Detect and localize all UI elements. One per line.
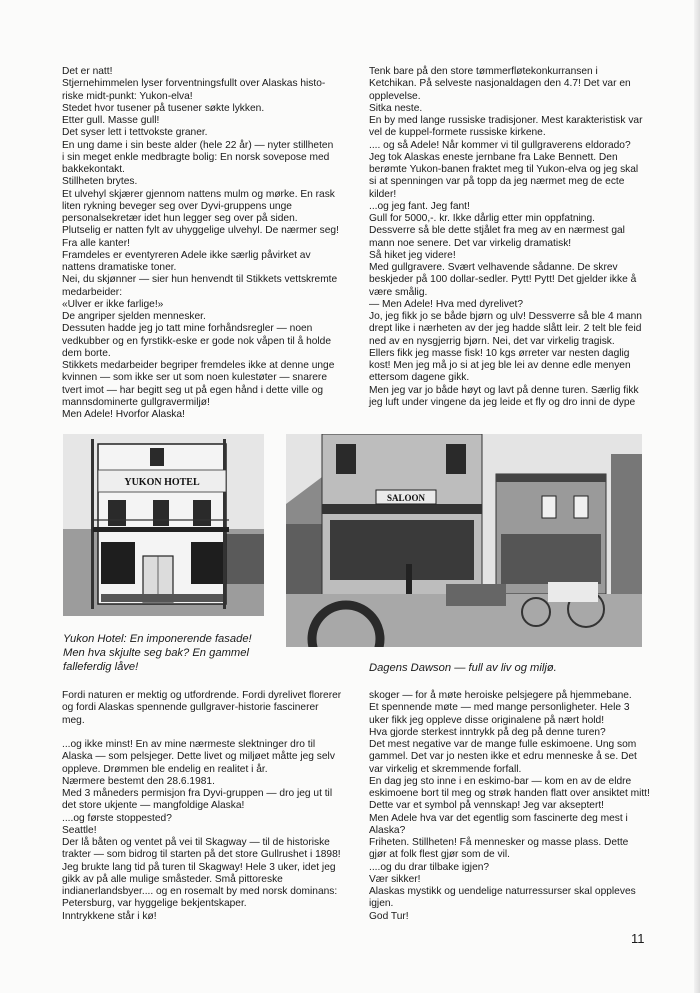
text-line: Men Adele! Hvorfor Alaska!	[62, 409, 185, 420]
text-line: jeg luft under vingene da jeg leide et fly og dro inni de dype	[369, 396, 636, 408]
text-line: Alaska — som pelsjeger. Dette livet og miljøet måtte jeg selv	[62, 751, 335, 763]
text-line: Nærmere bestemt den 28.6.1981.	[62, 775, 215, 787]
yukon-hotel-caption	[63, 632, 252, 674]
text-line: ....og du drar tilbake igjen?	[369, 861, 490, 873]
text-line: vedkubber og en fyrstikk-eske er gode nok våpen til å holde	[62, 335, 331, 347]
text-line: Det syser lett i tettvokste graner.	[62, 127, 208, 139]
text-line: ....og første stoppested?	[62, 812, 172, 824]
text-line: Petersburg, var hyggelige bekjentskaper.	[62, 898, 247, 910]
dawson-street-photo	[286, 434, 642, 647]
text-line: gikk av på alle mulige småsteder. Små pittoreske	[62, 873, 283, 885]
dawson-caption-text: Dagens Dawson — full av liv og miljø.	[369, 662, 557, 674]
text-line: var virkelig et skremmende forfall.	[369, 763, 522, 775]
text-line: skoger — for å møte heroiske pelsjegere på hjemmebane.	[369, 690, 632, 701]
text-line: mann noe senere. Det var virkelig dramatisk!	[369, 237, 572, 249]
text-line: Etter gull. Masse gull!	[62, 115, 160, 126]
text-line: Hva gjorde sterkest inntrykk på deg på denne turen?	[369, 726, 606, 738]
text-line: ettersom dagene gikk.	[369, 372, 470, 384]
text-line: — Men Adele! Hva med dyrelivet?	[369, 298, 524, 310]
text-line: Dessuten hadde jeg jo tatt mine forhåndsregler — noen	[62, 323, 313, 335]
text-line: drept like i nærheten av der jeg hadde slått leir. 2 telt ble feid	[369, 323, 642, 335]
text-line: medarbeider:	[62, 286, 123, 298]
text-line: ...og ikke minst! En av mine nærmeste slektninger dro til	[62, 739, 316, 750]
text-line: personalsekretær idet hun legger seg over på siden.	[62, 213, 298, 224]
text-line: Stikkets medarbeider begriper fremdeles ikke at denne unge	[62, 360, 335, 371]
text-line: uker fikk jeg oppleve disse originalene på nært hold!	[369, 714, 605, 726]
text-line: Stjernehimmelen lyser forventningsfullt over Alaskas histo-	[62, 78, 326, 90]
text-line: trakter — som bidrog til starten på det store Gullrushet i 1898!	[62, 849, 341, 861]
dawson-street-illustration	[286, 434, 642, 647]
text-line: Med 3 måneders permisjon fra Dyvi-gruppen — dro jeg ut til	[62, 788, 333, 799]
text-line: Dette var et symbol på vennskap! Jeg var akseptert!	[369, 800, 604, 812]
text-line: og fordi Alaskas spennende gullgraver-historie fascinerer	[62, 702, 319, 714]
text-line: Fra alle kanter!	[62, 237, 130, 249]
text-line: Plutselig er natten fylt av uhyggelige ulvehyl. De nærmer seg!	[62, 225, 339, 237]
page-edge	[694, 0, 700, 993]
text-line: Framdeles er eventyreren Adele ikke særlig påvirket av	[62, 249, 311, 261]
text-line: Men Adele hva var det egentlig som fascinerte deg mest i	[369, 812, 628, 824]
text-line: Sitka neste.	[369, 102, 423, 114]
text-line: Det mest negative var de mange fulle eskimoene. Ung som	[369, 739, 637, 750]
text-line: vel de kuppel-formete russiske kirkene.	[369, 127, 546, 139]
text-line: En by med lange russiske tradisjoner. Mest karakteristisk var	[369, 115, 643, 126]
text-line: En ung dame i sin beste alder (hele 22 år) — nyter stillheten	[62, 139, 334, 151]
text-line: eskimoene bort til meg og strøk handen flatt over ansiktet mitt!	[369, 788, 650, 799]
text-line: Ketchikan. På selveste nasjonaldagen den 4.7! Det var en	[369, 78, 631, 90]
text-line: i sin meget enkle medbragte bolig: En norsk sovepose med	[62, 151, 330, 163]
text-line: Et ulvehyl skjærer gjennom nattens mulm og mørke. En rask	[62, 188, 335, 200]
text-line: Så hiket jeg videre!	[369, 249, 456, 261]
article-column-top-right	[369, 66, 649, 409]
text-line: .... og så Adele! Når kommer vi til gullgraverens eldorado?	[369, 139, 631, 151]
text-line: Gull for 5000,-. kr. Ikke dårlig etter min oppfatning.	[369, 213, 595, 224]
text-line: Men hva skjulte seg bak? En gammel	[63, 647, 249, 659]
text-line: De angriper sjelden mennesker.	[62, 311, 206, 322]
text-line: Ellers fikk jeg masse fisk! 10 kgs ørreter var nesten daglig	[369, 347, 630, 359]
article-column-top-left	[62, 66, 342, 421]
text-line: gammel. Det var jo nesten ikke et edru menneske å se. Det	[369, 751, 637, 763]
text-line: Fordi naturen er mektig og utfordrende. Fordi dyrelivet florerer	[62, 690, 342, 701]
yukon-hotel-illustration	[63, 434, 264, 616]
text-line: Friheten. Stillheten! Få mennesker og masse plass. Dette	[369, 837, 629, 848]
text-line: Dessverre så ble dette stjålet fra meg av en nærmest gal	[369, 225, 625, 237]
text-line: Jeg brukte lang tid på turen til Skagway! Hele 3 uker, idet jeg	[62, 861, 336, 873]
text-line: si at spenningen var på topp da jeg nærmet meg de ecte	[369, 176, 625, 188]
text-line: Et spennende møte — med mange personligheter. Hele 3	[369, 702, 630, 714]
yukon-hotel-sign: YUKON HOTEL	[124, 477, 200, 488]
text-line: Det er natt!	[62, 66, 113, 77]
text-line: det store ukjente — mangfoldige Alaska!	[62, 800, 245, 812]
article-column-bottom-right	[369, 690, 649, 923]
text-line: Vær sikker!	[369, 873, 421, 885]
dawson-caption	[369, 661, 557, 675]
saloon-sign: SALOON	[386, 493, 426, 503]
text-line: Nei, du skjønner — sier hun henvendt til Stikkets vettskremte	[62, 274, 338, 286]
text-line: Men jeg var jo både høyt og lavt på denne turen. Særlig fikk	[369, 384, 639, 396]
text-line: oppleve. Drømmen ble endelig en realitet i år.	[62, 763, 268, 775]
text-line: Alaska?	[369, 824, 406, 836]
text-line: indianerlandsbyer.... og en rosemalt by med norsk dominans:	[62, 886, 338, 897]
text-line	[62, 727, 342, 739]
text-line: opplevelse.	[369, 90, 421, 102]
text-line: liten rykning beveger seg over Dyvi-gruppens unge	[62, 200, 292, 212]
text-line: Jo, jeg fikk jo se både bjørn og ulv! Dessverre så ble 4 mann	[369, 311, 642, 322]
text-line: Yukon Hotel: En imponerende fasade!	[63, 633, 252, 645]
text-line: tvert imot — har begitt seg ut på egen hånd i dette ville og	[62, 384, 324, 396]
text-line: kilder!	[369, 188, 397, 200]
text-line: «Ulver er ikke farlige!»	[62, 298, 164, 310]
text-line: berømte Yukon-banen fraktet meg til Yukon-elva og jeg skal	[369, 164, 639, 175]
text-line: kvinnen — som ikke ser ut som noen kulestøter — snarere	[62, 372, 327, 384]
text-line: kost! Men jeg må jo si at jeg ble lei av denne edle menyen	[369, 360, 631, 371]
text-line: En dag jeg sto inne i en eskimo-bar — kom en av de eldre	[369, 775, 632, 787]
text-line: ned av en nysgjerrig bjørn. Nei, det var virkelig tragisk.	[369, 335, 615, 347]
text-line: God Tur!	[369, 910, 409, 922]
text-line: Inntrykkene står i kø!	[62, 910, 157, 922]
text-line: nattens dramatiske toner.	[62, 262, 177, 273]
text-line: ...og jeg fant. Jeg fant!	[369, 200, 470, 212]
text-line: Der lå båten og ventet på vei til Skagway — til de historiske	[62, 837, 330, 848]
page-number: 11	[631, 931, 645, 946]
text-line: Med gullgravere. Svært velhavende sådanne. De skrev	[369, 262, 618, 273]
text-line: Jeg tok Alaskas eneste jernbane fra Lake Bennett. Den	[369, 151, 618, 163]
text-line: falleferdig låve!	[63, 661, 139, 673]
yukon-hotel-photo	[63, 434, 264, 616]
text-line: meg.	[62, 714, 85, 726]
text-line: Tenk bare på den store tømmerfløtekonkurransen i	[369, 66, 598, 77]
text-line: Seattle!	[62, 824, 97, 836]
text-line: beskjeder på 100 dollar-sedler. Pytt! Pytt! Det gjelder ikke å	[369, 274, 637, 286]
text-line: Stillheten brytes.	[62, 176, 138, 188]
text-line: bakkekontakt.	[62, 164, 125, 175]
text-line: gjør at folk flest gjør som de vil.	[369, 849, 510, 861]
text-line: riske midt-punkt: Yukon-elva!	[62, 90, 193, 102]
text-line: Alaskas mystikk og uendelige naturressurser skal oppleves	[369, 886, 636, 897]
text-line: igjen.	[369, 898, 394, 910]
text-line: Stedet hvor tusener på tusener søkte lykken.	[62, 102, 265, 114]
text-line: være smålig.	[369, 286, 428, 298]
text-line: dem borte.	[62, 347, 111, 359]
article-column-bottom-left	[62, 690, 342, 923]
text-line: mannsdominerte gullgravermiljø!	[62, 396, 210, 408]
